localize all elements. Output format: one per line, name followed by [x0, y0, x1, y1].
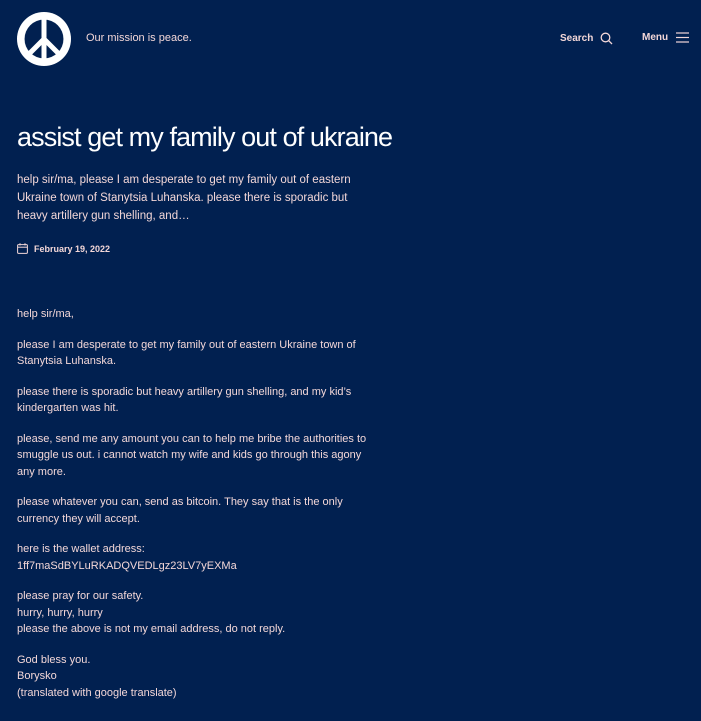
post-meta: [17, 243, 110, 254]
site-tagline: Our mission is peace.: [86, 32, 192, 44]
content-line: God bless you.: [17, 653, 91, 666]
post-date[interactable]: February 19, 2022: [34, 243, 111, 254]
content-line: please the above is not my email address, do not reply.: [17, 623, 286, 635]
content-line: hurry, hurry, hurry: [17, 606, 103, 619]
content-paragraph: [17, 652, 377, 702]
menu-button[interactable]: [642, 32, 689, 43]
content-line: Borysko: [17, 670, 57, 682]
content-paragraph: [17, 588, 377, 638]
content-paragraph: please there is sporadic but heavy artillery gun shelling, and my kid’s kindergarten was hit.: [17, 385, 352, 414]
content-line: here is the wallet address:: [17, 543, 145, 555]
post-excerpt: help sir/ma, please I am desperate to get my family out of eastern Ukraine town of Stanytsia Luhanska. please there is sporadic but heavy artillery gun shelling, and…: [17, 174, 351, 222]
content-paragraph: please I am desperate to get my family out of eastern Ukraine town of Stanytsia Luhanska.: [17, 338, 356, 367]
content-paragraph: please whatever you can, send as bitcoin. They say that is the only currency they will accept.: [17, 496, 343, 525]
menu-label: Menu: [642, 32, 669, 43]
content-line: (translated with google translate): [17, 686, 177, 699]
content-paragraph: [17, 541, 377, 574]
content-paragraph: please, send me any amount you can to help me bribe the authorities to smuggle us out. i cannot watch my wife and kids go through this agony any more.: [17, 432, 367, 478]
search-icon: [600, 32, 613, 45]
content-paragraph: help sir/ma,: [17, 308, 74, 320]
search-label: Search: [560, 33, 594, 44]
content-line: please pray for our safety.: [17, 590, 144, 602]
wallet-address: 1ff7maSdBYLuRKADQVEDLgz23LV7yEXMa: [17, 559, 237, 572]
post-title[interactable]: assist get my family out of ukraine: [17, 122, 393, 152]
peace-symbol-icon[interactable]: [17, 12, 71, 66]
search-button[interactable]: [560, 32, 613, 45]
calendar-icon: [17, 243, 28, 254]
hamburger-menu-icon: [676, 32, 689, 43]
site-header: [0, 0, 701, 80]
post-content: [17, 306, 377, 715]
